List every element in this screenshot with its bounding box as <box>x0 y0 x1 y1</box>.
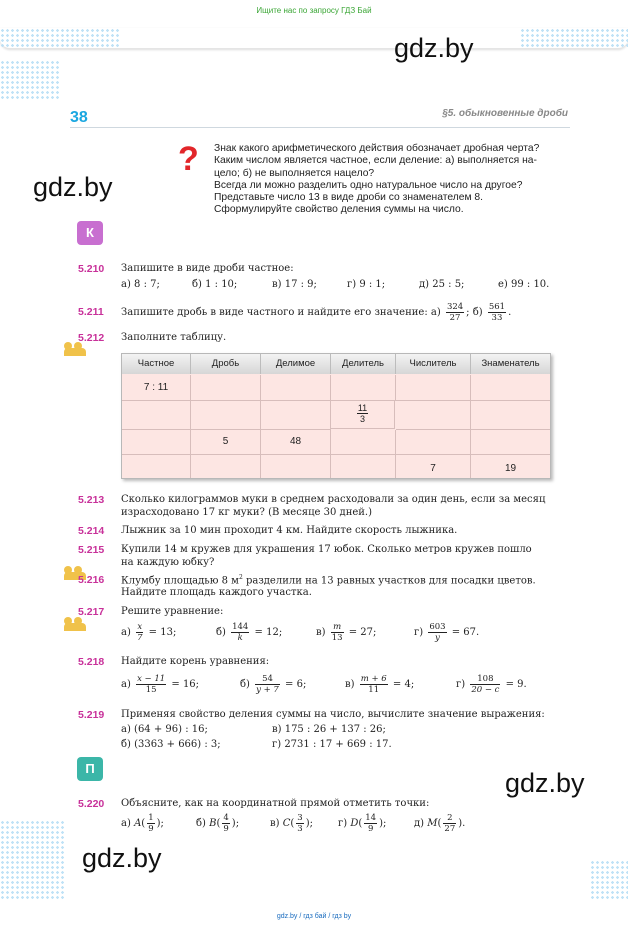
exercise-text: Применяя свойство деления суммы на число, вычислите значение выражения: <box>121 709 545 720</box>
watermark: gdz.by <box>394 33 474 63</box>
exercise-number: 5.219 <box>78 709 105 721</box>
watermark: gdz.by <box>505 768 585 798</box>
question-line: Знак какого арифметического действия обозначает дробная черта? <box>214 143 540 154</box>
table-cell <box>471 430 550 455</box>
point-item: д) M( $\frac{2}{27}$ ). <box>414 813 466 834</box>
item: а) (64 + 96) : 16; <box>121 724 208 735</box>
exercise-text: израсходовано 17 кг муки? (В месяце 30 дней.) <box>121 507 373 518</box>
fraction: $\frac{11}{3}$ <box>357 403 368 424</box>
table-header: Частное <box>122 354 191 374</box>
equation: б) $\frac{144}{k}$ = 12; <box>216 622 283 643</box>
corner-dots-top <box>0 60 60 100</box>
table-cell <box>261 375 331 401</box>
exercise-number: 5.210 <box>78 263 105 275</box>
exercise-number: 5.220 <box>78 798 105 810</box>
item: е) 99 : 10. <box>498 279 550 290</box>
item: г) 2731 : 17 + 669 : 17. <box>272 739 392 750</box>
item: в) 17 : 9; <box>272 279 317 290</box>
table-cell <box>191 375 261 401</box>
footer-links <box>0 913 628 920</box>
equation: г) $\frac{603}{y}$ = 67. <box>414 622 480 643</box>
table-cell <box>396 375 471 401</box>
equation: б) $\frac{54}{y + 7}$ = 6; <box>240 674 307 695</box>
item: а) 8 : 7; <box>121 279 160 290</box>
point-item: б) B( $\frac{4}{9}$ ); <box>196 813 240 834</box>
footer-link[interactable]: гдз by <box>332 913 352 920</box>
footer-sep: / <box>299 913 302 920</box>
puzzle-k-icon: К <box>77 221 103 245</box>
equation: в) $\frac{m + 6}{11}$ = 4; <box>345 674 415 695</box>
question-line: Сформулируйте свойство деления суммы на число. <box>214 204 464 216</box>
exercise-text: Запишите дробь в виде частного и найдите его значение: а) $\frac{324}{27}$ ; б) $\frac{561}{33}$ . <box>121 302 512 323</box>
exercise-text: Купили 14 м кружев для украшения 17 юбок. Сколько метров кружев пошло <box>121 544 532 555</box>
fill-table <box>121 353 551 479</box>
table-cell <box>396 430 471 455</box>
point-item: г) D( $\frac{14}{9}$ ); <box>338 813 387 834</box>
item: в) 175 : 26 + 137 : 26; <box>272 724 386 735</box>
fraction: $\frac{561}{33}$ <box>488 302 506 323</box>
fraction: $\frac{108}{20 - c}$ <box>471 674 500 695</box>
exercise-number: 5.211 <box>78 306 104 318</box>
fraction: $\frac{4}{9}$ <box>223 813 229 834</box>
exercise-text: на каждую юбку? <box>121 557 215 568</box>
table-cell: 7 <box>396 455 471 478</box>
top-link[interactable]: Ищите нас по запросу ГДЗ Бай <box>256 6 372 15</box>
exercise-text: Найдите площадь каждого участка. <box>121 587 312 598</box>
table-header: Делимое <box>261 354 331 374</box>
question-line: Каким числом является частное, если деление: а) выполняется на- <box>214 155 537 167</box>
equation: а) $\frac{x}{7}$ = 13; <box>121 622 177 643</box>
fraction: $\frac{x}{7}$ <box>137 622 143 643</box>
fraction: $\frac{144}{k}$ <box>232 622 249 643</box>
header-divider <box>70 127 570 128</box>
table-cell <box>471 375 550 401</box>
top-dots-left <box>0 28 120 48</box>
exercise-text: Запишите в виде дроби частное: <box>121 263 294 274</box>
top-dots-right <box>520 28 628 48</box>
table-cell <box>191 455 261 478</box>
fraction: $\frac{603}{y}$ <box>429 622 446 643</box>
fraction: $\frac{324}{27}$ <box>446 302 464 323</box>
fraction: $\frac{3}{3}$ <box>297 813 303 834</box>
question-line: цело; б) не выполняется нацело? <box>214 167 375 179</box>
fraction: $\frac{54}{y + 7}$ <box>256 674 279 695</box>
fraction: $\frac{14}{9}$ <box>365 813 377 834</box>
exercise-text: Сколько килограммов муки в среднем расходовали за один день, если за месяц <box>121 494 546 505</box>
fraction: $\frac{x - 11}{15}$ <box>137 674 166 695</box>
puzzle-p-icon: П <box>77 757 103 781</box>
corner-dots-bottom <box>0 820 64 900</box>
table-cell: 19 <box>504 463 517 474</box>
exercise-text: Клумбу площадью 8 $м^2$ разделили на 13 равных участков для посадки цветов. <box>121 574 536 587</box>
footer-link[interactable]: гдз бай <box>303 913 327 920</box>
question-line: Всегда ли можно разделить одно натуральное число на другое? <box>214 179 523 191</box>
exercise-number: 5.216 <box>78 574 105 586</box>
exercise-number: 5.217 <box>78 606 105 618</box>
item: б) (3363 + 666) : 3; <box>121 739 221 750</box>
table-header: Дробь <box>191 354 261 374</box>
table-cell <box>331 401 395 429</box>
review-questions <box>214 143 606 217</box>
corner-dots-br <box>590 860 628 900</box>
table-header: Знаменатель <box>471 354 550 374</box>
item: г) 9 : 1; <box>347 279 386 290</box>
watermark: gdz.by <box>82 843 162 873</box>
table-cell <box>122 430 191 455</box>
exercise-text: Лыжник за 10 мин проходит 4 км. Найдите скорость лыжника. <box>121 525 458 536</box>
exercise-text-part: Запишите дробь в виде частного и найдите его значение: а) <box>121 307 441 318</box>
exercise-number: 5.213 <box>78 494 105 506</box>
item: б) 1 : 10; <box>192 279 238 290</box>
pair-work-icon <box>64 617 86 631</box>
question-mark-icon: ? <box>178 140 199 178</box>
exercise-text: Решите уравнение: <box>121 606 224 617</box>
exercise-text: Заполните таблицу. <box>121 332 227 343</box>
footer-link[interactable]: gdz.by <box>276 913 298 920</box>
footer-sep: / <box>328 913 331 920</box>
exercise-text: Найдите корень уравнения: <box>121 656 270 667</box>
equation: г) $\frac{108}{20 - c}$ = 9. <box>456 674 527 695</box>
fraction: $\frac{m + 6}{11}$ <box>360 674 387 695</box>
table-header: Делитель <box>331 354 396 374</box>
table-cell: 5 <box>191 430 261 455</box>
table-header: Числитель <box>396 354 471 374</box>
exercise-number: 5.215 <box>78 544 105 556</box>
section-title: §5. обыкновенные дроби <box>442 108 568 119</box>
table-cell <box>396 401 471 430</box>
table-cell <box>331 375 396 401</box>
table-cell <box>122 455 191 478</box>
fraction: $\frac{1}{9}$ <box>148 813 154 834</box>
table-cell <box>191 401 261 430</box>
question-line: Представьте число 13 в виде дроби со знаменателем 8. <box>214 192 483 204</box>
table-cell <box>122 401 191 430</box>
fraction: $\frac{2}{27}$ <box>444 813 456 834</box>
exercise-number: 5.218 <box>78 656 105 668</box>
point-item: в) C( $\frac{3}{3}$ ); <box>270 813 313 834</box>
exercise-number: 5.212 <box>78 332 105 344</box>
point-item: а) A( $\frac{1}{9}$ ); <box>121 813 164 834</box>
table-cell <box>331 455 396 478</box>
page-number: 38 <box>70 109 88 126</box>
item: д) 25 : 5; <box>419 279 465 290</box>
watermark: gdz.by <box>33 172 113 202</box>
table-cell: 7 : 11 <box>122 375 191 401</box>
equation: а) $\frac{x - 11}{15}$ = 16; <box>121 674 200 695</box>
fraction: $\frac{m}{13}$ <box>331 622 343 643</box>
exercise-text: Объясните, как на координатной прямой отметить точки: <box>121 798 430 809</box>
table-cell: 48 <box>261 430 331 455</box>
equation: в) $\frac{m}{13}$ = 27; <box>316 622 377 643</box>
exercise-number: 5.214 <box>78 525 105 537</box>
pair-work-icon <box>64 342 86 356</box>
table-cell <box>261 401 331 430</box>
table-cell <box>331 430 396 455</box>
table-cell <box>471 401 550 430</box>
table-cell <box>261 455 331 478</box>
